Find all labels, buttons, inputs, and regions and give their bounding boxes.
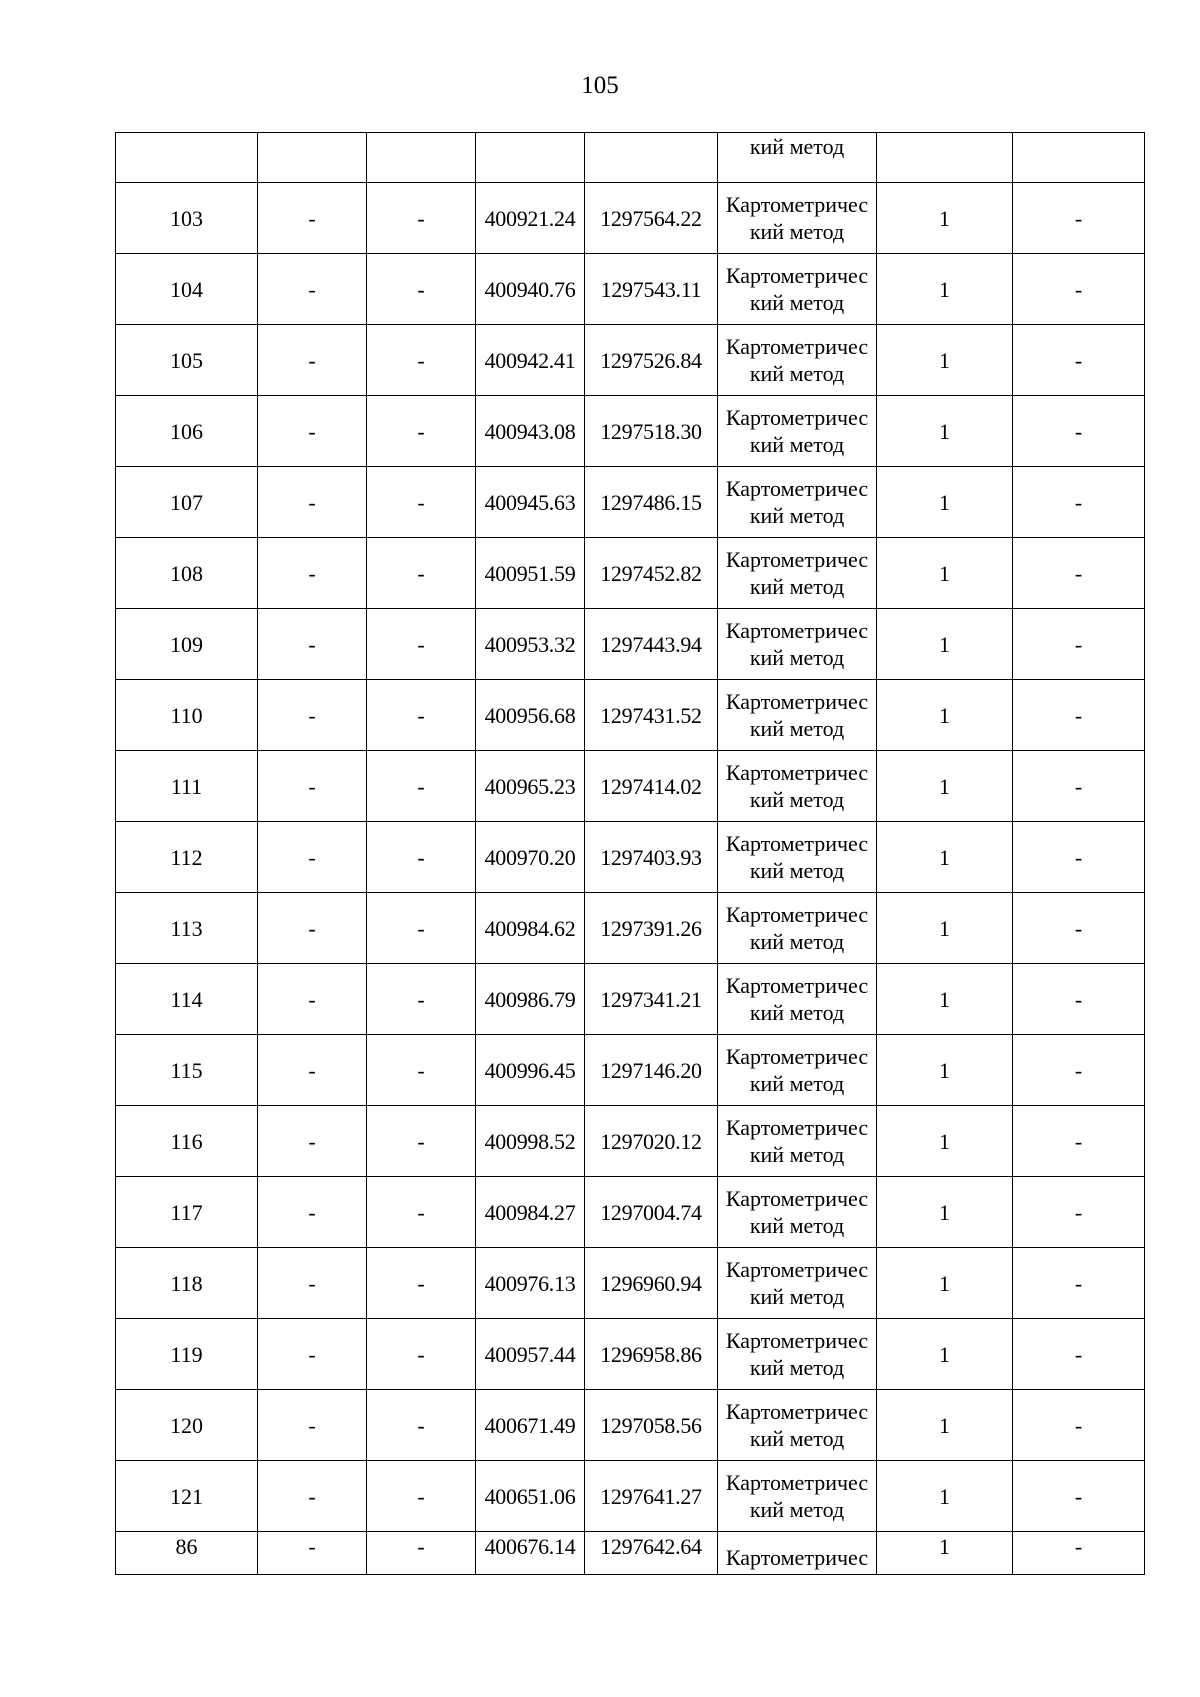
accuracy-cell: 1 <box>877 325 1013 396</box>
table-row <box>116 1532 1145 1575</box>
dash-cell: - <box>367 254 476 325</box>
method-line-1: Картометричес <box>725 1257 869 1282</box>
point-number-cell: 86 <box>116 1532 258 1575</box>
y-coordinate-cell: 1297431.52 <box>585 680 718 751</box>
accuracy-cell: 1 <box>877 1532 1013 1575</box>
dash-cell: - <box>1013 467 1145 538</box>
method-cell <box>718 254 877 325</box>
table-cell <box>116 133 258 183</box>
method-cell <box>718 1319 877 1390</box>
x-coordinate-cell: 400921.24 <box>476 183 585 254</box>
dash-cell: - <box>258 538 367 609</box>
y-coordinate-cell: 1297642.64 <box>585 1532 718 1575</box>
accuracy-cell: 1 <box>877 467 1013 538</box>
x-coordinate-cell: 400676.14 <box>476 1532 585 1575</box>
dash-cell: - <box>367 680 476 751</box>
y-coordinate-cell: 1297526.84 <box>585 325 718 396</box>
method-line-2: кий метод <box>749 432 845 457</box>
y-coordinate-cell: 1297443.94 <box>585 609 718 680</box>
y-coordinate-cell: 1297058.56 <box>585 1390 718 1461</box>
dash-cell: - <box>258 1319 367 1390</box>
accuracy-cell: 1 <box>877 1177 1013 1248</box>
method-cell <box>718 1390 877 1461</box>
dash-cell: - <box>1013 751 1145 822</box>
method-cell: Картометричес <box>718 1532 877 1575</box>
x-coordinate-cell: 400953.32 <box>476 609 585 680</box>
y-coordinate-cell: 1297641.27 <box>585 1461 718 1532</box>
point-number-cell: 109 <box>116 609 258 680</box>
point-number-cell: 103 <box>116 183 258 254</box>
dash-cell: - <box>367 1461 476 1532</box>
dash-cell: - <box>258 1390 367 1461</box>
dash-cell: - <box>258 396 367 467</box>
dash-cell: - <box>1013 1177 1145 1248</box>
method-cell <box>718 396 877 467</box>
method-cell <box>718 1035 877 1106</box>
point-number-cell: 117 <box>116 1177 258 1248</box>
accuracy-cell: 1 <box>877 609 1013 680</box>
method-line-1: Картометричес <box>725 476 869 501</box>
dash-cell: - <box>258 680 367 751</box>
accuracy-cell: 1 <box>877 680 1013 751</box>
x-coordinate-cell: 400943.08 <box>476 396 585 467</box>
method-cell <box>718 1248 877 1319</box>
method-line-1: Картометричес <box>725 1115 869 1140</box>
y-coordinate-cell: 1297452.82 <box>585 538 718 609</box>
point-number-cell: 107 <box>116 467 258 538</box>
accuracy-cell: 1 <box>877 538 1013 609</box>
dash-cell: - <box>1013 1319 1145 1390</box>
method-line-2: кий метод <box>749 645 845 670</box>
dash-cell: - <box>367 1106 476 1177</box>
dash-cell: - <box>367 609 476 680</box>
method-line-1: Картометричес <box>725 1328 869 1353</box>
x-coordinate-cell: 400984.27 <box>476 1177 585 1248</box>
y-coordinate-cell: 1297004.74 <box>585 1177 718 1248</box>
method-line-1: Картометричес <box>725 334 869 359</box>
point-number-cell: 120 <box>116 1390 258 1461</box>
table-row <box>116 751 1145 822</box>
y-coordinate-cell: 1297146.20 <box>585 1035 718 1106</box>
table-row <box>116 325 1145 396</box>
method-line-1: Картометричес <box>725 1044 869 1069</box>
dash-cell: - <box>258 1177 367 1248</box>
point-number-cell: 106 <box>116 396 258 467</box>
method-line-2: кий метод <box>749 1284 845 1309</box>
method-line-2: кий метод <box>749 1497 845 1522</box>
point-number-cell: 104 <box>116 254 258 325</box>
point-number-cell: 110 <box>116 680 258 751</box>
dash-cell: - <box>258 1461 367 1532</box>
table-row <box>116 1319 1145 1390</box>
method-line-2: кий метод <box>749 503 845 528</box>
method-cell <box>718 183 877 254</box>
table-row <box>116 822 1145 893</box>
method-cell <box>718 751 877 822</box>
coordinates-table <box>115 132 1145 1575</box>
method-cell <box>718 325 877 396</box>
dash-cell: - <box>258 325 367 396</box>
y-coordinate-cell: 1296960.94 <box>585 1248 718 1319</box>
method-line-1: Картометричес <box>725 831 869 856</box>
table-cell <box>877 133 1013 183</box>
y-coordinate-cell: 1297403.93 <box>585 822 718 893</box>
table-cell <box>1013 133 1145 183</box>
table-row <box>116 183 1145 254</box>
method-line-1: Картометричес <box>725 405 869 430</box>
dash-cell: - <box>258 254 367 325</box>
x-coordinate-cell: 400965.23 <box>476 751 585 822</box>
method-line-1: Картометричес <box>725 902 869 927</box>
accuracy-cell: 1 <box>877 254 1013 325</box>
method-line-2: кий метод <box>749 787 845 812</box>
method-line-2: кий метод <box>749 361 845 386</box>
table-cell <box>585 133 718 183</box>
page-number: 105 <box>581 72 619 99</box>
x-coordinate-cell: 400998.52 <box>476 1106 585 1177</box>
method-line-1: Картометричес <box>725 547 869 572</box>
point-number-cell: 113 <box>116 893 258 964</box>
point-number-cell: 119 <box>116 1319 258 1390</box>
accuracy-cell: 1 <box>877 964 1013 1035</box>
accuracy-cell: 1 <box>877 751 1013 822</box>
table-row <box>116 254 1145 325</box>
method-line-1: Картометричес <box>725 973 869 998</box>
method-cell <box>718 1461 877 1532</box>
table-row <box>116 1461 1145 1532</box>
dash-cell: - <box>1013 893 1145 964</box>
dash-cell: - <box>1013 396 1145 467</box>
x-coordinate-cell: 400957.44 <box>476 1319 585 1390</box>
method-line-2: кий метод <box>749 219 845 244</box>
point-number-cell: 111 <box>116 751 258 822</box>
dash-cell: - <box>1013 1461 1145 1532</box>
dash-cell: - <box>367 538 476 609</box>
method-line-1: Картометричес <box>725 192 869 217</box>
y-coordinate-cell: 1297518.30 <box>585 396 718 467</box>
dash-cell: - <box>367 1532 476 1575</box>
x-coordinate-cell: 400940.76 <box>476 254 585 325</box>
dash-cell: - <box>367 467 476 538</box>
y-coordinate-cell: 1297341.21 <box>585 964 718 1035</box>
y-coordinate-cell: 1297391.26 <box>585 893 718 964</box>
dash-cell: - <box>1013 822 1145 893</box>
method-cell <box>718 822 877 893</box>
accuracy-cell: 1 <box>877 1035 1013 1106</box>
accuracy-cell: 1 <box>877 1106 1013 1177</box>
x-coordinate-cell: 400671.49 <box>476 1390 585 1461</box>
x-coordinate-cell: 400956.68 <box>476 680 585 751</box>
dash-cell: - <box>258 964 367 1035</box>
point-number-cell: 116 <box>116 1106 258 1177</box>
table-row <box>116 1035 1145 1106</box>
accuracy-cell: 1 <box>877 1461 1013 1532</box>
dash-cell: - <box>258 1532 367 1575</box>
x-coordinate-cell: 400976.13 <box>476 1248 585 1319</box>
y-coordinate-cell: 1297414.02 <box>585 751 718 822</box>
dash-cell: - <box>1013 1248 1145 1319</box>
dash-cell: - <box>367 1035 476 1106</box>
dash-cell: - <box>258 467 367 538</box>
dash-cell: - <box>1013 1035 1145 1106</box>
method-line-2: кий метод <box>749 1426 845 1451</box>
dash-cell: - <box>1013 1532 1145 1575</box>
table-row <box>116 467 1145 538</box>
method-line-2: кий метод <box>749 929 845 954</box>
method-cell-tail: кий метод <box>718 133 877 183</box>
table-row <box>116 680 1145 751</box>
dash-cell: - <box>367 1177 476 1248</box>
x-coordinate-cell: 400970.20 <box>476 822 585 893</box>
method-cell <box>718 893 877 964</box>
method-line-2: кий метод <box>749 716 845 741</box>
method-line-2: кий метод <box>749 1000 845 1025</box>
table-row <box>116 1390 1145 1461</box>
y-coordinate-cell: 1297486.15 <box>585 467 718 538</box>
table-cell <box>258 133 367 183</box>
x-coordinate-cell: 400996.45 <box>476 1035 585 1106</box>
continuation-row <box>116 133 1145 183</box>
point-number-cell: 112 <box>116 822 258 893</box>
table-row <box>116 964 1145 1035</box>
dash-cell: - <box>1013 538 1145 609</box>
accuracy-cell: 1 <box>877 893 1013 964</box>
x-coordinate-cell: 400942.41 <box>476 325 585 396</box>
accuracy-cell: 1 <box>877 183 1013 254</box>
method-cell <box>718 1177 877 1248</box>
dash-cell: - <box>258 893 367 964</box>
method-line-1: Картометричес <box>725 1399 869 1424</box>
method-line-1: Картометричес <box>725 263 869 288</box>
method-line-2: кий метод <box>749 1213 845 1238</box>
dash-cell: - <box>258 822 367 893</box>
x-coordinate-cell: 400986.79 <box>476 964 585 1035</box>
dash-cell: - <box>1013 183 1145 254</box>
dash-cell: - <box>1013 680 1145 751</box>
dash-cell: - <box>258 1106 367 1177</box>
dash-cell: - <box>1013 609 1145 680</box>
table-body <box>116 133 1145 1575</box>
method-line-1: Картометричес <box>725 689 869 714</box>
method-line-1: Картометричес <box>725 760 869 785</box>
dash-cell: - <box>367 1248 476 1319</box>
dash-cell: - <box>258 1248 367 1319</box>
table-row <box>116 609 1145 680</box>
point-number-cell: 118 <box>116 1248 258 1319</box>
method-cell <box>718 964 877 1035</box>
x-coordinate-cell: 400951.59 <box>476 538 585 609</box>
dash-cell: - <box>367 751 476 822</box>
table-row <box>116 538 1145 609</box>
method-line-2: кий метод <box>749 1355 845 1380</box>
dash-cell: - <box>367 396 476 467</box>
method-line-2: кий метод <box>749 1142 845 1167</box>
method-line-2: кий метод <box>749 574 845 599</box>
accuracy-cell: 1 <box>877 1319 1013 1390</box>
dash-cell: - <box>258 183 367 254</box>
point-number-cell: 108 <box>116 538 258 609</box>
table-row <box>116 1177 1145 1248</box>
dash-cell: - <box>367 183 476 254</box>
table-row <box>116 1106 1145 1177</box>
method-line-1: Картометричес <box>725 618 869 643</box>
method-cell <box>718 538 877 609</box>
y-coordinate-cell: 1297564.22 <box>585 183 718 254</box>
dash-cell: - <box>258 1035 367 1106</box>
method-line-2: кий метод <box>749 290 845 315</box>
method-line-1: Картометричес <box>725 1470 869 1495</box>
point-number-cell: 105 <box>116 325 258 396</box>
point-number-cell: 114 <box>116 964 258 1035</box>
dash-cell: - <box>367 893 476 964</box>
x-coordinate-cell: 400984.62 <box>476 893 585 964</box>
table-cell <box>367 133 476 183</box>
accuracy-cell: 1 <box>877 822 1013 893</box>
x-coordinate-cell: 400945.63 <box>476 467 585 538</box>
point-number-cell: 121 <box>116 1461 258 1532</box>
accuracy-cell: 1 <box>877 1390 1013 1461</box>
table-row <box>116 1248 1145 1319</box>
accuracy-cell: 1 <box>877 1248 1013 1319</box>
accuracy-cell: 1 <box>877 396 1013 467</box>
dash-cell: - <box>367 1390 476 1461</box>
method-cell <box>718 467 877 538</box>
dash-cell: - <box>367 325 476 396</box>
dash-cell: - <box>258 609 367 680</box>
table-row <box>116 893 1145 964</box>
method-cell <box>718 609 877 680</box>
table-row <box>116 396 1145 467</box>
dash-cell: - <box>367 1319 476 1390</box>
dash-cell: - <box>1013 254 1145 325</box>
method-cell <box>718 1106 877 1177</box>
method-line-2: кий метод <box>749 1071 845 1096</box>
method-line-1: Картометричес <box>725 1186 869 1211</box>
dash-cell: - <box>1013 325 1145 396</box>
method-line-2: кий метод <box>749 858 845 883</box>
dash-cell: - <box>367 964 476 1035</box>
dash-cell: - <box>1013 964 1145 1035</box>
table-cell <box>476 133 585 183</box>
dash-cell: - <box>367 822 476 893</box>
point-number-cell: 115 <box>116 1035 258 1106</box>
x-coordinate-cell: 400651.06 <box>476 1461 585 1532</box>
method-cell <box>718 680 877 751</box>
dash-cell: - <box>1013 1106 1145 1177</box>
y-coordinate-cell: 1296958.86 <box>585 1319 718 1390</box>
y-coordinate-cell: 1297020.12 <box>585 1106 718 1177</box>
y-coordinate-cell: 1297543.11 <box>585 254 718 325</box>
dash-cell: - <box>258 751 367 822</box>
dash-cell: - <box>1013 1390 1145 1461</box>
